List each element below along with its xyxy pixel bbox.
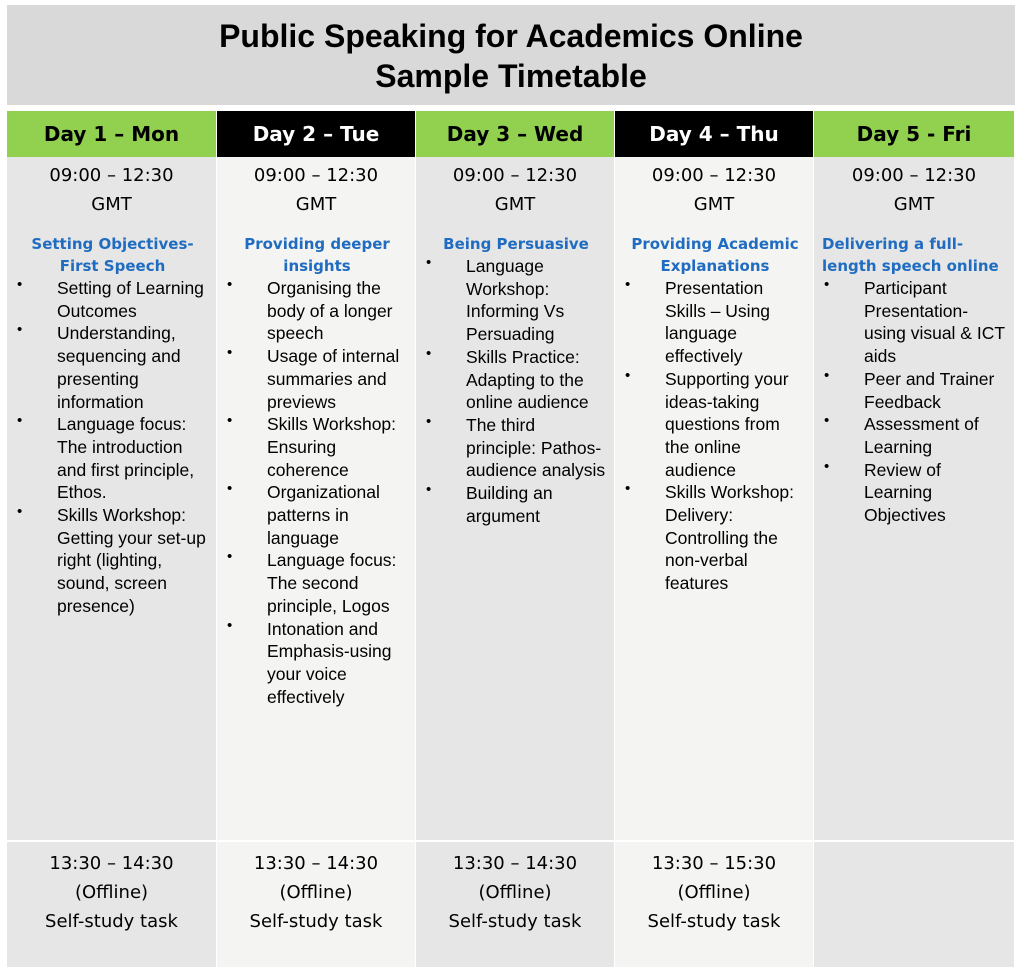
afternoon-mode: (Offline)	[677, 882, 751, 903]
afternoon-mode: (Offline)	[279, 882, 353, 903]
day-4-time	[614, 157, 813, 225]
day-3-afternoon	[415, 840, 614, 967]
time-range: 09:00 – 12:30	[651, 165, 777, 186]
session-title: Delivering a full-length speech online	[822, 235, 999, 275]
timetable-title	[7, 5, 1015, 105]
time-zone: GMT	[494, 194, 536, 215]
day-1-afternoon	[7, 840, 216, 967]
afternoon-time: 13:30 – 15:30	[651, 853, 777, 874]
session-item: • Organising the body of a longer speech	[225, 277, 409, 345]
session-item: • Participant Presentation-using visual & ICT aids	[822, 277, 1008, 368]
afternoon-task: Self-study task	[249, 911, 383, 932]
day-4-afternoon	[614, 840, 813, 967]
session-item: • The third principle: Pathos-audience analysis	[424, 414, 608, 482]
afternoon-mode: (Offline)	[74, 882, 149, 903]
day-3-time	[415, 157, 614, 225]
session-title: Being Persuasive	[443, 235, 589, 253]
time-zone: GMT	[91, 194, 132, 215]
session-item: • Peer and Trainer Feedback	[822, 368, 1008, 413]
session-items	[623, 277, 807, 595]
time-range: 09:00 – 12:30	[851, 165, 977, 186]
time-range: 09:00 – 12:30	[253, 165, 379, 186]
time-zone: GMT	[693, 194, 735, 215]
title-line-2: Sample Timetable	[375, 58, 647, 94]
afternoon-mode: (Offline)	[478, 882, 552, 903]
afternoon-task: Self-study task	[448, 911, 582, 932]
session-item: • Intonation and Emphasis-using your voice effectively	[225, 618, 409, 709]
session-item: • Presentation Skills – Using language effectively	[623, 277, 807, 368]
session-item: • Skills Workshop: Delivery: Controlling the non-verbal features	[623, 481, 807, 595]
session-item: • Assessment of Learning	[822, 413, 1008, 458]
afternoon-time: 13:30 – 14:30	[452, 853, 578, 874]
afternoon-time: 13:30 – 14:30	[253, 853, 379, 874]
day-5-header: Day 5 - Fri	[813, 111, 1014, 157]
timetable-grid	[7, 111, 1014, 967]
session-item: • Setting of Learning Outcomes	[15, 277, 210, 322]
day-5-time	[813, 157, 1014, 225]
session-item: • Organizational patterns in language	[225, 481, 409, 549]
day-1-session	[7, 225, 216, 840]
day-2-header: Day 2 – Tue	[216, 111, 415, 157]
day-4-session	[614, 225, 813, 840]
day-5-session	[813, 225, 1014, 840]
session-items	[225, 277, 409, 708]
day-3-session	[415, 225, 614, 840]
afternoon-task: Self-study task	[45, 911, 178, 932]
day-2-afternoon	[216, 840, 415, 967]
session-item: • Language Workshop: Informing Vs Persuading	[424, 255, 608, 346]
title-line-1: Public Speaking for Academics Online	[219, 18, 803, 54]
day-2-session	[216, 225, 415, 840]
day-2-time	[216, 157, 415, 225]
session-item: • Skills Workshop: Ensuring coherence	[225, 413, 409, 481]
session-item: • Review of Learning Objectives	[822, 459, 1008, 527]
day-3-header: Day 3 – Wed	[415, 111, 614, 157]
time-range: 09:00 – 12:30	[49, 165, 174, 186]
session-title: Providing deeper insights	[244, 235, 390, 275]
session-item: • Skills Workshop: Getting your set-up right (lighting, sound, screen presence)	[15, 504, 210, 618]
session-items	[424, 255, 608, 527]
session-title: Providing Academic Explanations	[631, 235, 799, 275]
session-item: • Skills Practice: Adapting to the online audience	[424, 346, 608, 414]
time-range: 09:00 – 12:30	[452, 165, 578, 186]
afternoon-time: 13:30 – 14:30	[49, 853, 174, 874]
session-item: • Understanding, sequencing and presenting information	[15, 322, 210, 413]
session-items	[15, 277, 210, 618]
session-item: • Building an argument	[424, 482, 608, 527]
day-4-header: Day 4 – Thu	[614, 111, 813, 157]
day-5-afternoon	[813, 840, 1014, 967]
day-1-time	[7, 157, 216, 225]
day-1-header: Day 1 – Mon	[7, 111, 216, 157]
session-item: • Language focus: The introduction and first principle, Ethos.	[15, 413, 210, 504]
session-item: • Supporting your ideas-taking questions from the online audience	[623, 368, 807, 482]
session-item: • Usage of internal summaries and previews	[225, 345, 409, 413]
afternoon-task: Self-study task	[647, 911, 781, 932]
time-zone: GMT	[893, 194, 935, 215]
session-items	[822, 277, 1008, 527]
session-title: Setting Objectives-First Speech	[31, 235, 194, 275]
time-zone: GMT	[295, 194, 337, 215]
session-item: • Language focus: The second principle, Logos	[225, 549, 409, 617]
